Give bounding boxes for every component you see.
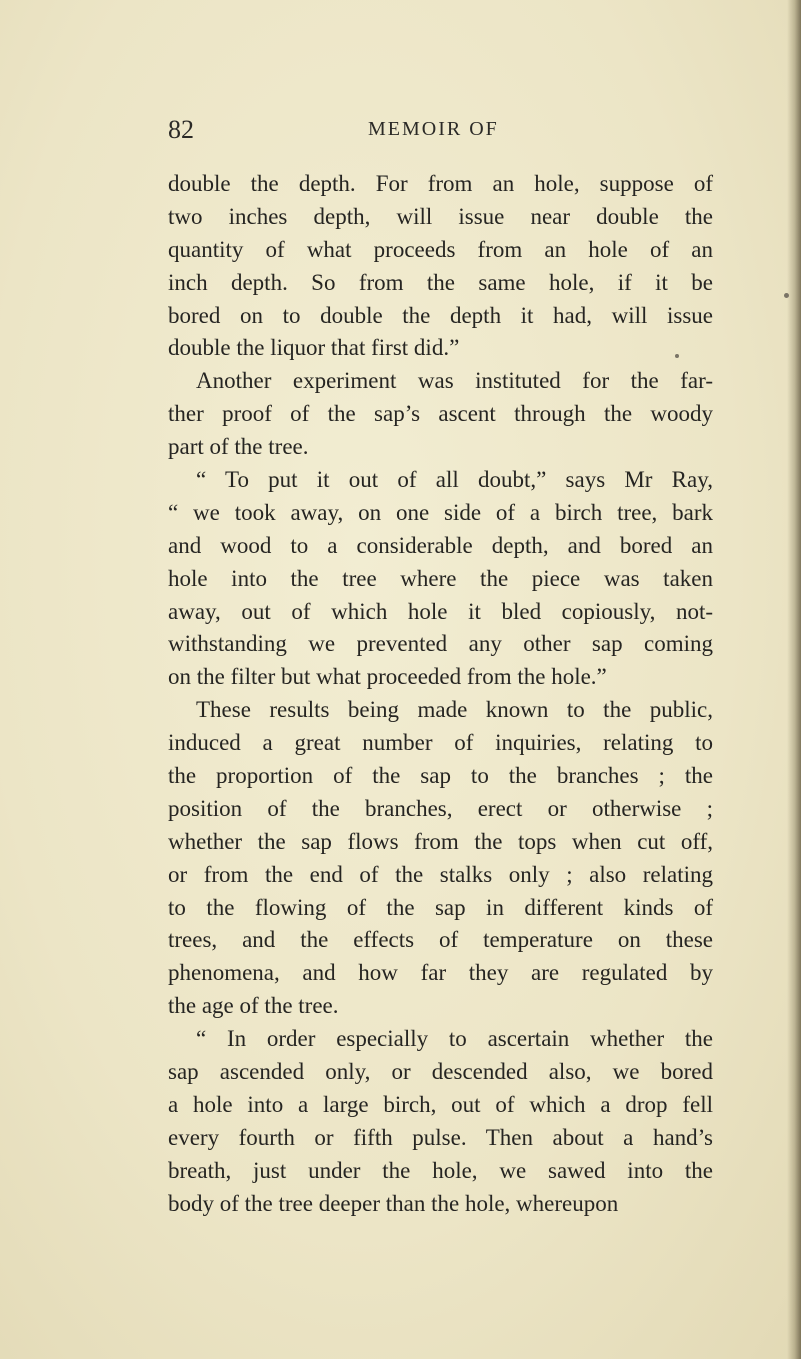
text-line: ther proof of the sap’s ascent through the woody bbox=[168, 401, 713, 427]
text-line: or from the end of the stalks only ; also relating bbox=[168, 861, 713, 887]
text-line: “ To put it out of all doubt,” says Mr Ray, bbox=[196, 467, 713, 493]
paragraph bbox=[168, 365, 713, 464]
text-line: Another experiment was instituted for the far- bbox=[196, 368, 713, 394]
text-line: double the liquor that first did.” bbox=[168, 335, 460, 361]
paragraph bbox=[168, 694, 713, 1023]
text-line: the age of the tree. bbox=[168, 993, 339, 1019]
ink-speck bbox=[784, 293, 789, 298]
text-line: double the depth. For from an hole, suppose of bbox=[168, 171, 713, 196]
text-line: to the flowing of the sap in different kinds of bbox=[168, 894, 713, 920]
page-number: 82 bbox=[168, 115, 194, 144]
paragraph bbox=[168, 168, 713, 365]
text-line: phenomena, and how far they are regulated by bbox=[168, 960, 713, 986]
text-line: every fourth or fifth pulse. Then about a hand’s bbox=[168, 1124, 713, 1150]
text-line: trees, and the effects of temperature on these bbox=[168, 927, 713, 953]
body-text bbox=[168, 168, 713, 1221]
paragraph bbox=[168, 1023, 713, 1220]
text-line: and wood to a considerable depth, and bored an bbox=[168, 532, 713, 558]
text-line: the proportion of the sap to the branches ; the bbox=[168, 763, 713, 789]
text-line: “ we took away, on one side of a birch tree, bark bbox=[168, 499, 713, 525]
running-head: MEMOIR OF bbox=[368, 118, 499, 140]
text-line: inch depth. So from the same hole, if it be bbox=[168, 269, 713, 295]
text-line: hole into the tree where the piece was taken bbox=[168, 565, 713, 591]
text-line: withstanding we prevented any other sap coming bbox=[168, 631, 713, 657]
ink-speck bbox=[675, 354, 679, 358]
text-line: a hole into a large birch, out of which a drop fell bbox=[168, 1091, 713, 1117]
text-line: whether the sap flows from the tops when cut off, bbox=[168, 828, 713, 854]
text-line: away, out of which hole it bled copiously, not- bbox=[168, 598, 713, 624]
text-line: bored on to double the depth it had, will issue bbox=[168, 302, 713, 328]
page-header bbox=[168, 115, 628, 147]
text-line: quantity of what proceeds from an hole of an bbox=[168, 236, 713, 262]
text-line: “ In order especially to ascertain whether the bbox=[196, 1026, 713, 1052]
text-line: part of the tree. bbox=[168, 434, 309, 460]
text-line: body of the tree deeper than the hole, whereupon bbox=[168, 1190, 619, 1216]
paragraph bbox=[168, 464, 713, 694]
text-line: These results being made known to the public, bbox=[196, 697, 713, 723]
text-line: position of the branches, erect or otherwise ; bbox=[168, 795, 713, 821]
text-line: sap ascended only, or descended also, we bored bbox=[168, 1059, 713, 1085]
text-line: breath, just under the hole, we sawed into the bbox=[168, 1157, 713, 1183]
text-line: induced a great number of inquiries, relating to bbox=[168, 730, 713, 756]
text-line: on the filter but what proceeded from the hole.” bbox=[168, 664, 607, 690]
text-line: two inches depth, will issue near double the bbox=[168, 203, 713, 229]
page-edge-shadow bbox=[787, 0, 801, 1359]
